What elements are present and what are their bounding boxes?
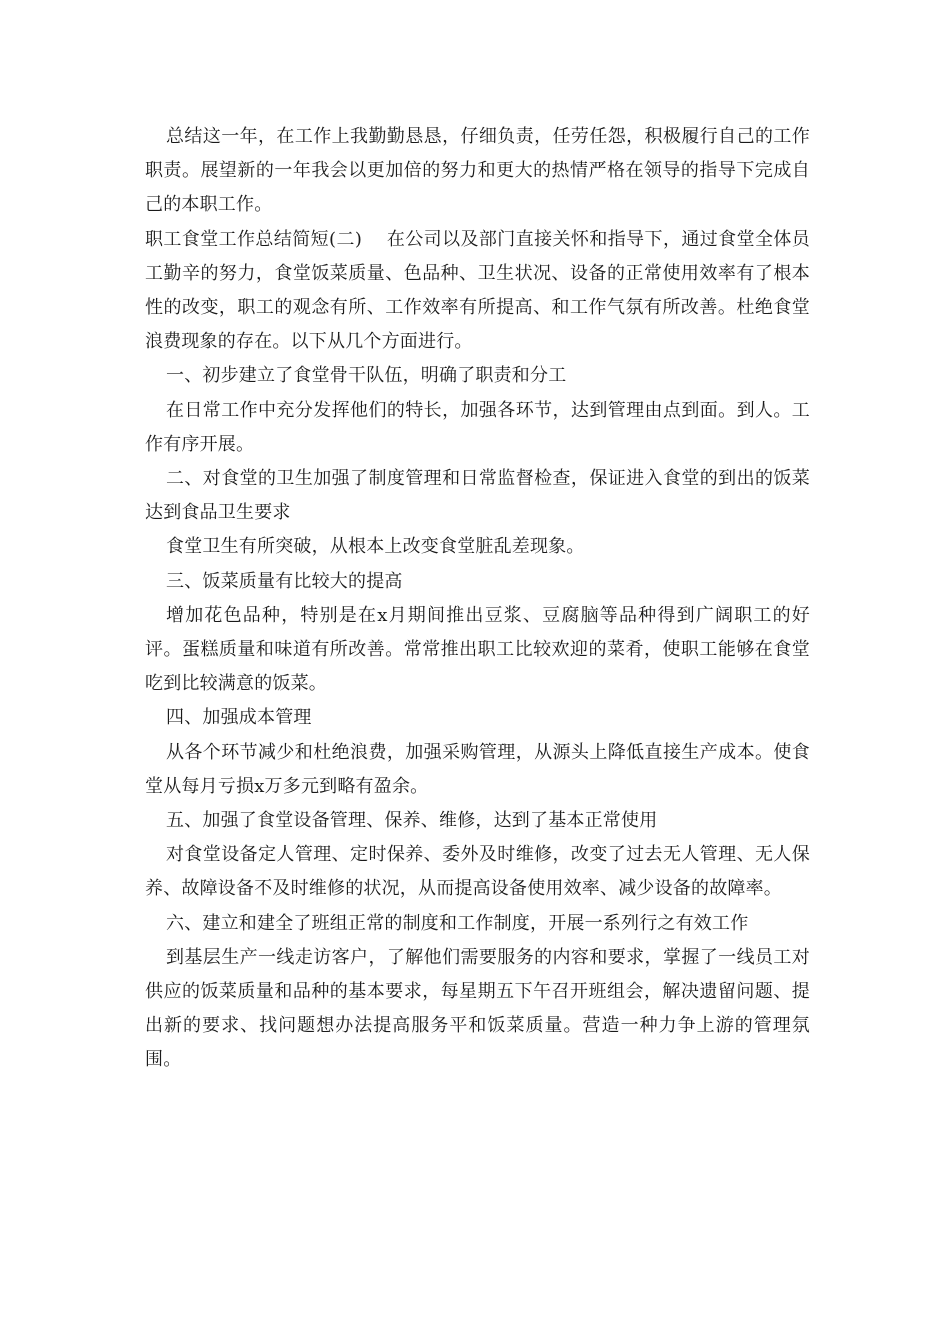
paragraph-section-title-intro: 职工食堂工作总结简短(二) 在公司以及部门直接关怀和指导下，通过食堂全体员工勤辛的努力，食堂饭菜质量、色品种、卫生状况、设备的正常使用效率有了根本性的改变，职工的观念有所、工作效率有所提高、和工作气氛有所改善。杜绝食堂浪费现象的存在。以下从几个方面进行。 — [145, 228, 810, 353]
paragraph-section-1: 在日常工作中充分发挥他们的特长，加强各环节，达到管理由点到面。到人。工作有序开展。 — [145, 399, 810, 455]
heading-section-1: 一、初步建立了食堂骨干队伍，明确了职责和分工 — [166, 365, 567, 387]
paragraph-section-2: 食堂卫生有所突破，从根本上改变食堂脏乱差现象。 — [166, 536, 585, 558]
paragraph-section-5: 对食堂设备定人管理、定时保养、委外及时维修，改变了过去无人管理、无人保养、故障设备不及时维修的状况，从而提高设备使用效率、减少设备的故障率。 — [145, 844, 810, 900]
paragraph-section-4: 从各个环节减少和杜绝浪费，加强采购管理，从源头上降低直接生产成本。使食堂从每月亏损x万多元到略有盈余。 — [145, 741, 810, 797]
paragraph-section-3: 增加花色品种，特别是在x月期间推出豆浆、豆腐脑等品种得到广阔职工的好评。蛋糕质量和味道有所改善。常常推出职工比较欢迎的菜肴，使职工能够在食堂吃到比较满意的饭菜。 — [145, 604, 810, 695]
document-body — [145, 120, 810, 1078]
paragraph-summary: 总结这一年，在工作上我勤勤恳恳，仔细负责，任劳任怨，积极履行自己的工作职责。展望新的一年我会以更加倍的努力和更大的热情严格在领导的指导下完成自己的本职工作。 — [145, 126, 810, 216]
heading-section-2: 二、对食堂的卫生加强了制度管理和日常监督检查，保证进入食堂的到出的饭菜达到食品卫生要求 — [145, 468, 810, 524]
heading-section-4: 四、加强成本管理 — [166, 707, 312, 729]
heading-section-3: 三、饭菜质量有比较大的提高 — [166, 570, 403, 592]
heading-section-5: 五、加强了食堂设备管理、保养、维修，达到了基本正常使用 — [166, 810, 658, 832]
paragraph-section-6: 到基层生产一线走访客户，了解他们需要服务的内容和要求，掌握了一线员工对供应的饭菜质量和品种的基本要求，每星期五下午召开班组会，解决遗留问题、提出新的要求、找问题想办法提高服务平和饭菜质量。营造一种力争上游的管理氛围。 — [145, 946, 810, 1071]
heading-section-6: 六、建立和建全了班组正常的制度和工作制度，开展一系列行之有效工作 — [166, 912, 749, 934]
